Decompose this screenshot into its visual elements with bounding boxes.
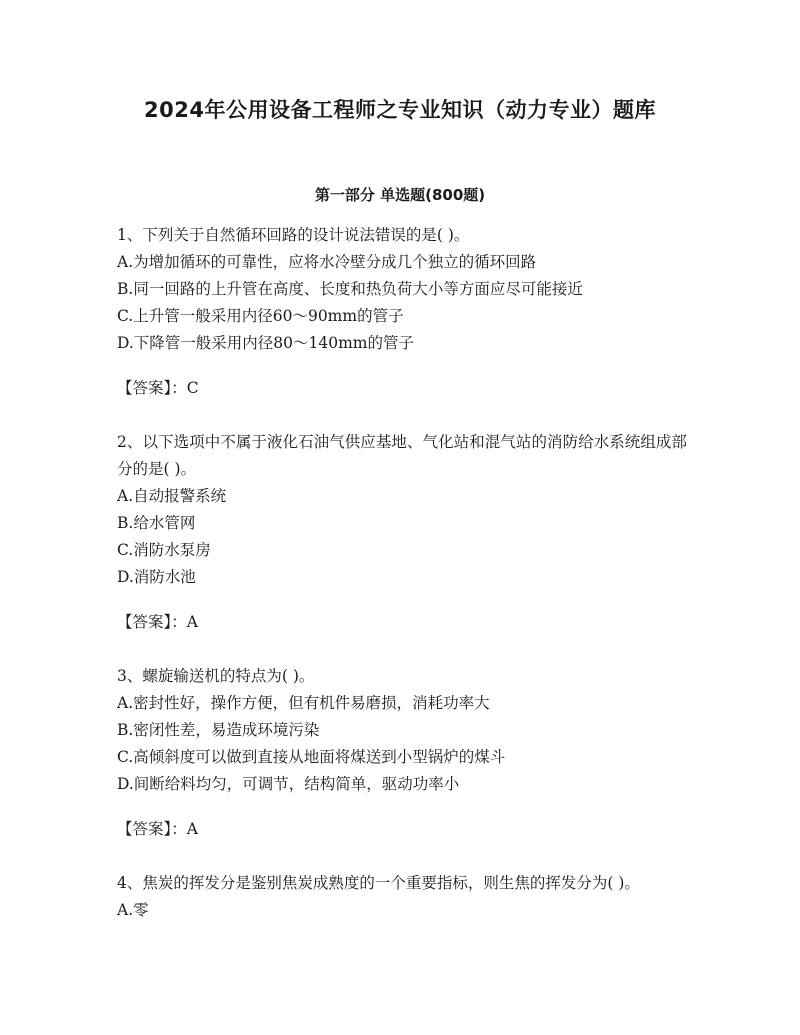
document-title: 2024年公用设备工程师之专业知识（动力专业）题库	[144, 98, 656, 122]
answer-label: 【答案】：A	[117, 820, 198, 838]
section-heading: 第一部分 单选题(800题)	[314, 186, 486, 204]
question-2	[117, 429, 687, 636]
option-c: C.消防水泵房	[117, 541, 211, 559]
question-3	[117, 663, 687, 843]
question-list	[117, 222, 687, 951]
option-a: A.为增加循环的可靠性，应将水冷壁分成几个独立的循环回路	[117, 253, 537, 271]
question-stem: 3、螺旋输送机的特点为( )。	[117, 667, 315, 685]
option-d: D.消防水池	[117, 568, 196, 586]
answer-label: 【答案】：C	[117, 379, 199, 397]
option-d: D.间断给料均匀，可调节，结构简单，驱动功率小	[117, 775, 460, 793]
option-a: A.零	[117, 901, 149, 919]
answer-label: 【答案】：A	[117, 613, 198, 631]
question-stem: 1、下列关于自然循环回路的设计说法错误的是( )。	[117, 226, 470, 244]
option-b: B.密闭性差，易造成环境污染	[117, 721, 320, 739]
question-1	[117, 222, 687, 402]
question-4	[117, 870, 687, 924]
option-c: C.上升管一般采用内径60～90mm的管子	[117, 307, 404, 325]
option-a: A.密封性好，操作方便，但有机件易磨损，消耗功率大	[117, 694, 490, 712]
option-c: C.高倾斜度可以做到直接从地面将煤送到小型锅炉的煤斗	[117, 748, 506, 766]
option-d: D.下降管一般采用内径80～140mm的管子	[117, 334, 415, 352]
option-a: A.自动报警系统	[117, 487, 227, 505]
question-stem: 4、焦炭的挥发分是鉴别焦炭成熟度的一个重要指标，则生焦的挥发分为( )。	[117, 874, 640, 892]
option-b: B.同一回路的上升管在高度、长度和热负荷大小等方面应尽可能接近	[117, 280, 583, 298]
option-b: B.给水管网	[117, 514, 196, 532]
question-stem: 2、以下选项中不属于液化石油气供应基地、气化站和混气站的消防给水系统组成部分的是( )。	[117, 433, 687, 478]
